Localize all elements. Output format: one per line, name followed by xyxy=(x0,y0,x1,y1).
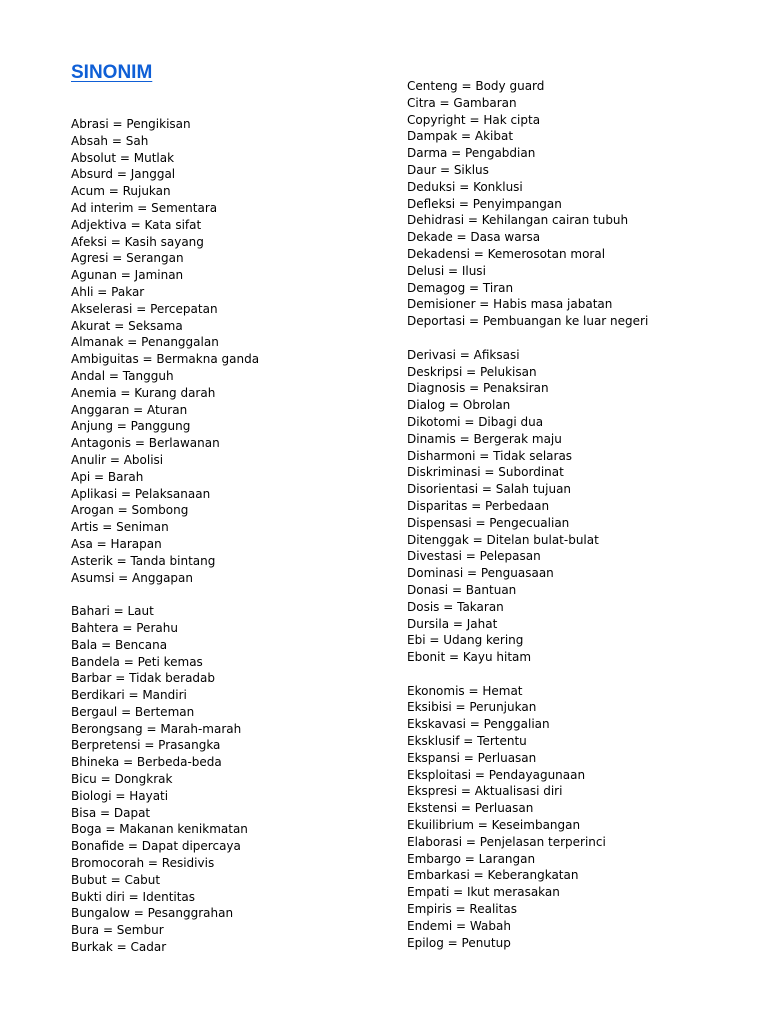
synonym-entry: Acum = Rujukan xyxy=(71,184,171,199)
synonym-entry: Delusi = Ilusi xyxy=(407,263,486,278)
synonym-entry: Afeksi = Kasih sayang xyxy=(71,234,204,249)
synonym-entry: Ad interim = Sementara xyxy=(71,200,218,215)
page-title: SINONIM xyxy=(71,62,153,83)
synonym-entry: Demisioner = Habis masa jabatan xyxy=(407,297,613,312)
synonym-entry: Api = Barah xyxy=(71,469,144,484)
synonym-entry: Asa = Harapan xyxy=(71,536,162,551)
synonym-entry: Anulir = Abolisi xyxy=(71,452,164,467)
group-spacer xyxy=(71,586,259,603)
synonym-entry: Divestasi = Pelepasan xyxy=(407,549,541,564)
synonym-entry: Disorientasi = Salah tujuan xyxy=(407,482,572,497)
synonym-entry: Dispensasi = Pengecualian xyxy=(407,515,570,530)
synonym-entry: Anemia = Kurang darah xyxy=(71,385,216,400)
synonym-group xyxy=(407,78,648,330)
synonym-entry: Derivasi = Afiksasi xyxy=(407,347,520,362)
synonym-entry: Bala = Bencana xyxy=(71,637,168,652)
synonym-entry: Disharmoni = Tidak selaras xyxy=(407,448,573,463)
synonym-entry: Burkak = Cadar xyxy=(71,940,167,955)
synonym-entry: Ebi = Udang kering xyxy=(407,633,524,648)
synonym-entry: Dominasi = Penguasaan xyxy=(407,566,554,581)
synonym-entry: Ebonit = Kayu hitam xyxy=(407,650,532,665)
synonym-entry: Asumsi = Anggapan xyxy=(71,570,194,585)
synonym-entry: Bahtera = Perahu xyxy=(71,620,178,635)
synonym-entry: Demagog = Tiran xyxy=(407,280,514,295)
synonym-entry: Absurd = Janggal xyxy=(71,167,176,182)
group-spacer xyxy=(407,666,648,683)
synonym-entry: Bura = Sembur xyxy=(71,923,164,938)
left-column xyxy=(71,116,259,956)
synonym-entry: Bubut = Cabut xyxy=(71,872,161,887)
synonym-entry: Ekspresi = Aktualisasi diri xyxy=(407,784,563,799)
synonym-entry: Akurat = Seksama xyxy=(71,318,183,333)
synonym-entry: Eksklusif = Tertentu xyxy=(407,734,527,749)
synonym-entry: Ahli = Pakar xyxy=(71,284,145,299)
synonym-entry: Ekspansi = Perluasan xyxy=(407,750,537,765)
synonym-entry: Eksibisi = Perunjukan xyxy=(407,700,537,715)
synonym-entry: Abrasi = Pengikisan xyxy=(71,117,191,131)
synonym-entry: Arogan = Sombong xyxy=(71,503,189,518)
synonym-entry: Berdikari = Mandiri xyxy=(71,688,187,703)
synonym-entry: Eksploitasi = Pendayagunaan xyxy=(407,767,586,782)
synonym-entry: Centeng = Body guard xyxy=(407,79,545,93)
synonym-entry: Daur = Siklus xyxy=(407,162,489,177)
synonym-entry: Citra = Gambaran xyxy=(407,95,517,110)
synonym-entry: Ekuilibrium = Keseimbangan xyxy=(407,818,581,833)
synonym-entry: Ekstensi = Perluasan xyxy=(407,801,534,816)
synonym-entry: Bicu = Dongkrak xyxy=(71,772,173,787)
synonym-entry: Almanak = Penanggalan xyxy=(71,335,219,350)
synonym-group xyxy=(407,347,648,666)
synonym-entry: Absolut = Mutlak xyxy=(71,150,175,165)
synonym-entry: Aplikasi = Pelaksanaan xyxy=(71,486,211,501)
synonym-entry: Ambiguitas = Bermakna ganda xyxy=(71,352,260,367)
synonym-entry: Bromocorah = Residivis xyxy=(71,856,215,871)
synonym-group xyxy=(71,116,259,586)
synonym-entry: Artis = Seniman xyxy=(71,520,169,535)
synonym-entry: Deduksi = Konklusi xyxy=(407,179,523,194)
synonym-entry: Copyright = Hak cipta xyxy=(407,112,541,127)
synonym-entry: Dekade = Dasa warsa xyxy=(407,230,541,245)
synonym-entry: Biologi = Hayati xyxy=(71,788,169,803)
synonym-entry: Anggaran = Aturan xyxy=(71,402,188,417)
synonym-entry: Bandela = Peti kemas xyxy=(71,654,203,669)
synonym-entry: Empati = Ikut merasakan xyxy=(407,885,560,900)
synonym-entry: Anjung = Panggung xyxy=(71,419,191,434)
synonym-entry: Elaborasi = Penjelasan terperinci xyxy=(407,834,606,849)
synonym-entry: Diskriminasi = Subordinat xyxy=(407,465,564,480)
synonym-entry: Ditenggak = Ditelan bulat-bulat xyxy=(407,532,599,547)
synonym-entry: Bhineka = Berbeda-beda xyxy=(71,755,222,770)
synonym-entry: Diagnosis = Penaksiran xyxy=(407,381,549,396)
synonym-entry: Akselerasi = Percepatan xyxy=(71,301,218,316)
synonym-entry: Bukti diri = Identitas xyxy=(71,889,196,904)
synonym-entry: Dinamis = Bergerak maju xyxy=(407,431,562,446)
synonym-entry: Ekonomis = Hemat xyxy=(407,683,523,698)
synonym-group xyxy=(71,603,259,956)
synonym-entry: Adjektiva = Kata sifat xyxy=(71,217,202,232)
synonym-entry: Disparitas = Perbedaan xyxy=(407,498,550,513)
synonym-entry: Epilog = Penutup xyxy=(407,935,511,950)
synonym-entry: Deskripsi = Pelukisan xyxy=(407,364,537,379)
synonym-entry: Empiris = Realitas xyxy=(407,902,517,917)
synonym-entry: Embarkasi = Keberangkatan xyxy=(407,868,579,883)
synonym-entry: Endemi = Wabah xyxy=(407,918,511,933)
synonym-entry: Agresi = Serangan xyxy=(71,251,184,266)
synonym-entry: Andal = Tangguh xyxy=(71,368,174,383)
synonym-entry: Absah = Sah xyxy=(71,133,149,148)
synonym-entry: Bergaul = Berteman xyxy=(71,704,195,719)
synonym-entry: Ekskavasi = Penggalian xyxy=(407,717,550,732)
synonym-entry: Dehidrasi = Kehilangan cairan tubuh xyxy=(407,213,629,228)
synonym-entry: Dialog = Obrolan xyxy=(407,398,511,413)
synonym-entry: Boga = Makanan kenikmatan xyxy=(71,822,248,837)
synonym-entry: Donasi = Bantuan xyxy=(407,582,517,597)
synonym-entry: Bungalow = Pesanggrahan xyxy=(71,906,234,921)
synonym-entry: Asterik = Tanda bintang xyxy=(71,553,216,568)
synonym-entry: Dekadensi = Kemerosotan moral xyxy=(407,246,606,261)
synonym-entry: Embargo = Larangan xyxy=(407,851,536,866)
synonym-entry: Dursila = Jahat xyxy=(407,616,498,631)
synonym-entry: Bonafide = Dapat dipercaya xyxy=(71,839,241,854)
synonym-entry: Darma = Pengabdian xyxy=(407,146,536,161)
synonym-entry: Deportasi = Pembuangan ke luar negeri xyxy=(407,314,649,329)
synonym-entry: Barbar = Tidak beradab xyxy=(71,671,216,686)
synonym-entry: Berongsang = Marah-marah xyxy=(71,721,242,736)
synonym-entry: Dampak = Akibat xyxy=(407,129,514,144)
synonym-entry: Bisa = Dapat xyxy=(71,805,151,820)
synonym-entry: Defleksi = Penyimpangan xyxy=(407,196,562,211)
group-spacer xyxy=(407,330,648,347)
synonym-entry: Agunan = Jaminan xyxy=(71,268,184,283)
synonym-entry: Bahari = Laut xyxy=(71,604,154,619)
synonym-entry: Antagonis = Berlawanan xyxy=(71,436,220,451)
synonym-entry: Berpretensi = Prasangka xyxy=(71,738,221,753)
synonym-entry: Dosis = Takaran xyxy=(407,599,504,614)
synonym-group xyxy=(407,683,648,952)
synonym-entry: Dikotomi = Dibagi dua xyxy=(407,414,544,429)
right-column xyxy=(407,78,648,951)
